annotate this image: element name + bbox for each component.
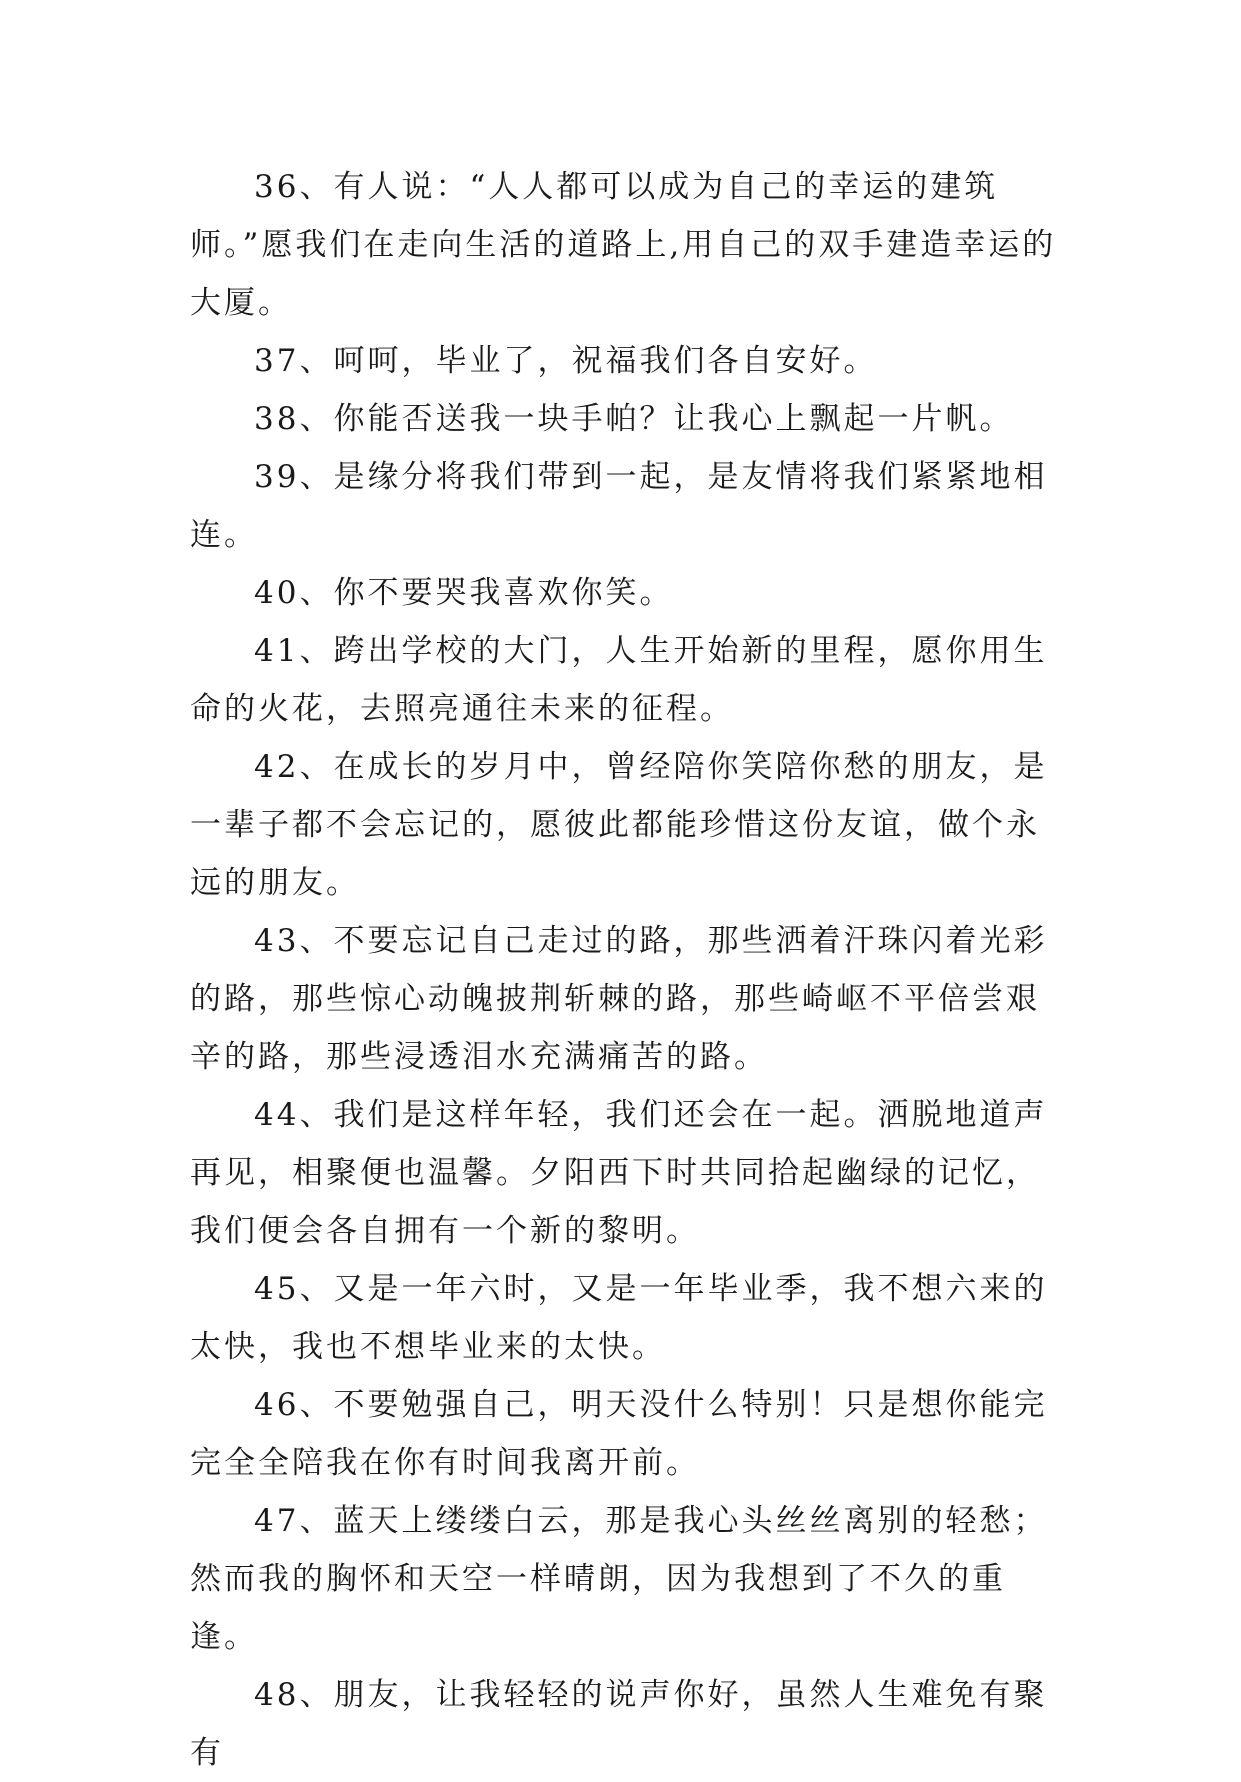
paragraph-46: 46、不要勉强自己，明天没什么特别！只是想你能完完全全陪我在你有时间我离开前。 [190,1387,1048,1481]
paragraph-47: 47、蓝天上缕缕白云，那是我心头丝丝离别的轻愁；然而我的胸怀和天空一样晴朗，因为我想到了不久的重逢。 [190,1503,1048,1655]
paragraph-48: 48、朋友，让我轻轻的说声你好，虽然人生难免有聚有 [190,1677,1048,1771]
paragraph-40: 40、你不要哭我喜欢你笑。 [254,575,674,611]
paragraph-38: 38、你能否送我一块手帕？让我心上飘起一片帆。 [254,401,1014,437]
paragraph-44: 44、我们是这样年轻，我们还会在一起。洒脱地道声再见，相聚便也温馨。夕阳西下时共同拾起幽绿的记忆，我们便会各自拥有一个新的黎明。 [190,1097,1048,1249]
paragraph-41: 41、跨出学校的大门，人生开始新的里程，愿你用生命的火花，去照亮通往未来的征程。 [190,633,1048,727]
paragraph-43: 43、不要忘记自己走过的路，那些洒着汗珠闪着光彩的路，那些惊心动魄披荆斩棘的路，那些崎岖不平倍尝艰辛的路，那些浸透泪水充满痛苦的路。 [190,923,1048,1075]
paragraph-36: 36、有人说：“人人都可以成为自己的幸运的建筑师。”愿我们在走向生活的道路上,用自己的双手建造幸运的大厦。 [190,169,1057,321]
paragraph-42: 42、在成长的岁月中，曾经陪你笑陪你愁的朋友，是一辈子都不会忘记的，愿彼此都能珍惜这份友谊，做个永远的朋友。 [190,749,1048,901]
paragraph-45: 45、又是一年六时，又是一年毕业季，我不想六来的太快，我也不想毕业来的太快。 [190,1271,1048,1365]
document-body [190,158,1060,1782]
paragraph-37: 37、呵呵，毕业了，祝福我们各自安好。 [254,343,878,379]
paragraph-39: 39、是缘分将我们带到一起，是友情将我们紧紧地相连。 [190,459,1048,553]
